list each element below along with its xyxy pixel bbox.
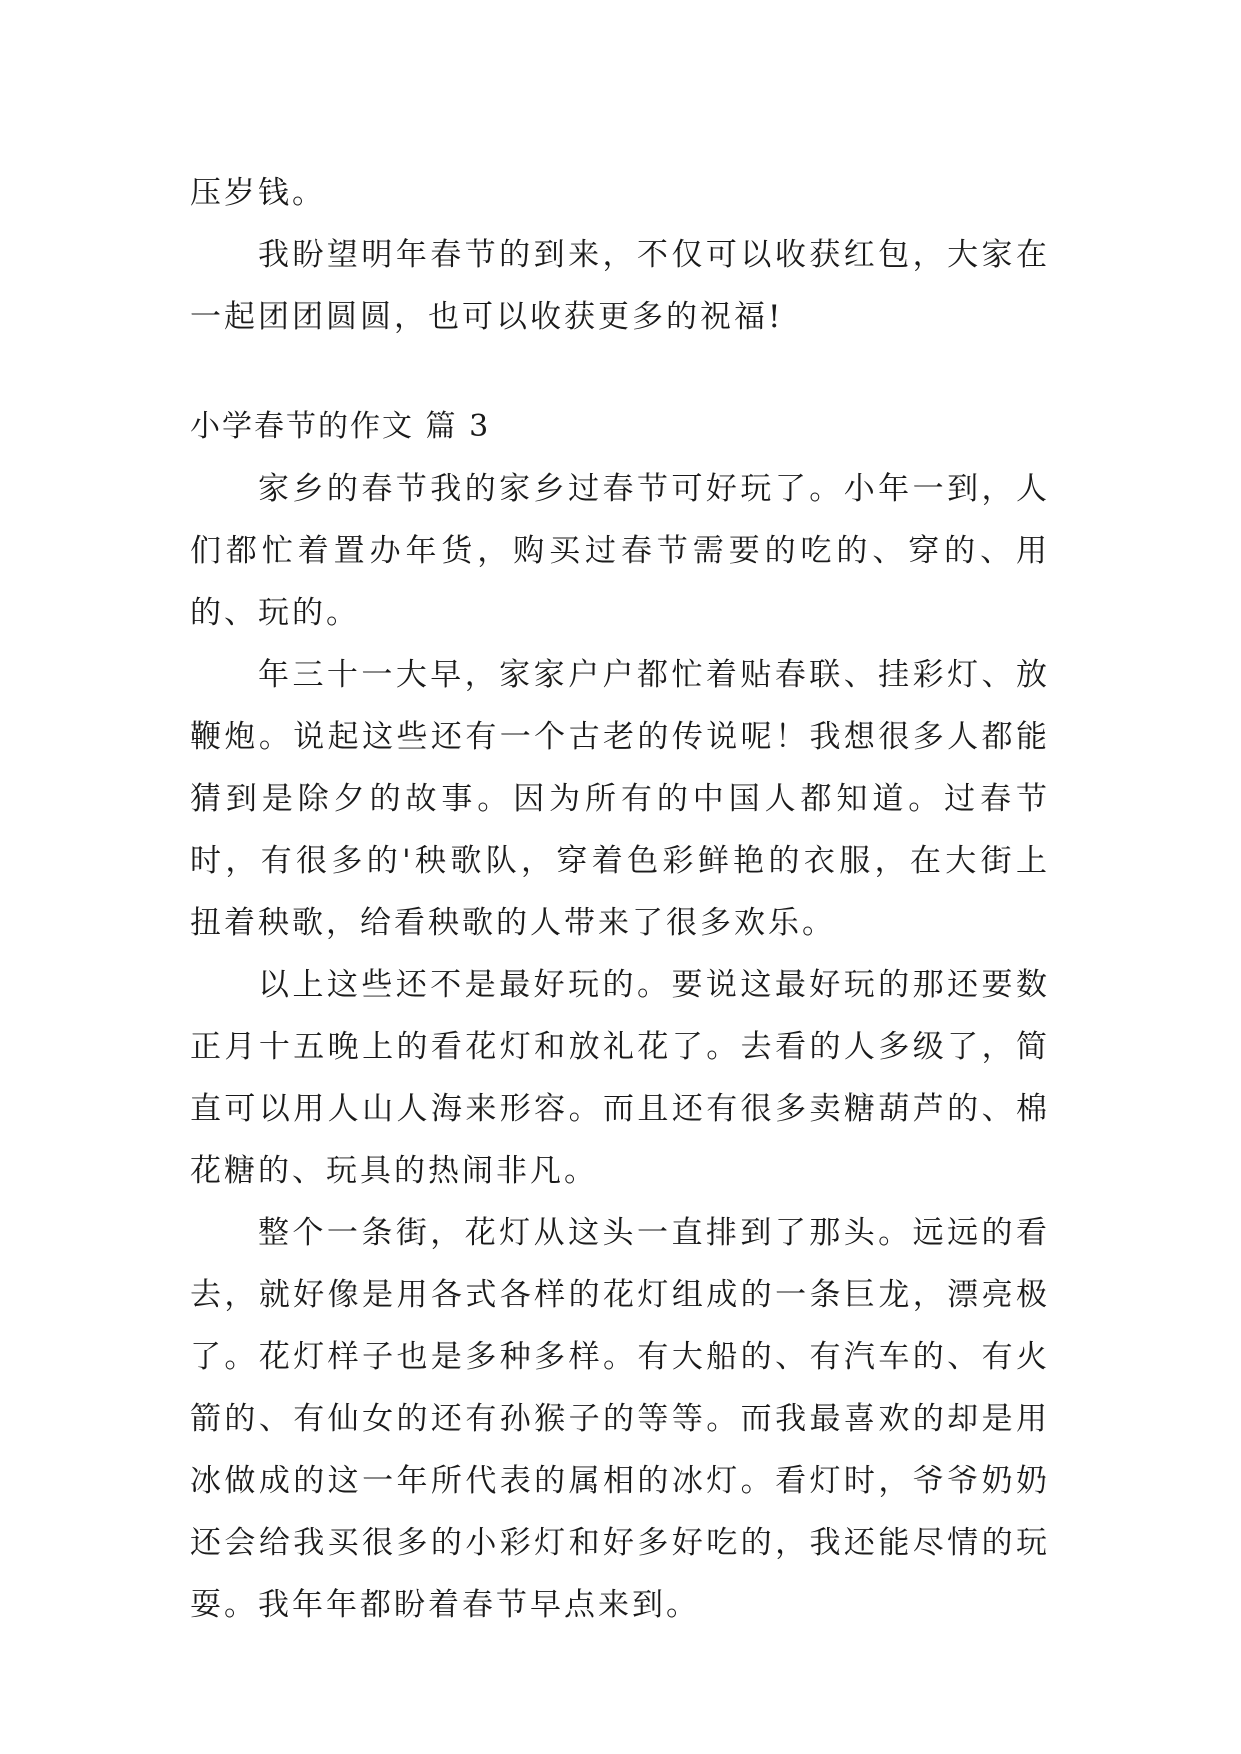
paragraph: 以上这些还不是最好玩的。要说这最好玩的那还要数正月十五晚上的看花灯和放礼花了。去看的人多级了，简直可以用人山人海来形容。而且还有很多卖糖葫芦的、棉花糖的、玩具的热闹非凡。 [190,967,1050,1189]
paragraph: 家乡的春节我的家乡过春节可好玩了。小年一到，人们都忙着置办年货，购买过春节需要的吃的、穿的、用的、玩的。 [190,471,1050,631]
document-body [190,162,1050,1636]
paragraph: 整个一条街，花灯从这头一直排到了那头。远远的看去，就好像是用各式各样的花灯组成的一条巨龙，漂亮极了。花灯样子也是多种多样。有大船的、有汽车的、有火箭的、有仙女的还有孙猴子的等等。而我最喜欢的却是用冰做成的这一年所代表的属相的冰灯。看灯时，爷爷奶奶还会给我买很多的小彩灯和好多好吃的，我还能尽情的玩耍。我年年都盼着春节早点来到。 [190,1215,1050,1623]
continuation-text: 压岁钱。 [190,175,326,211]
section-title: 小学春节的作文 篇 3 [190,409,491,444]
paragraph: 年三十一大早，家家户户都忙着贴春联、挂彩灯、放鞭炮。说起这些还有一个古老的传说呢！我想很多人都能猜到是除夕的故事。因为所有的中国人都知道。过春节时，有很多的'秧歌队，穿着色彩鲜艳的衣服，在大街上扭着秧歌，给看秧歌的人带来了很多欢乐。 [190,657,1050,941]
closing-paragraph: 我盼望明年春节的到来，不仅可以收获红包，大家在一起团团圆圆，也可以收获更多的祝福! [190,237,1050,335]
